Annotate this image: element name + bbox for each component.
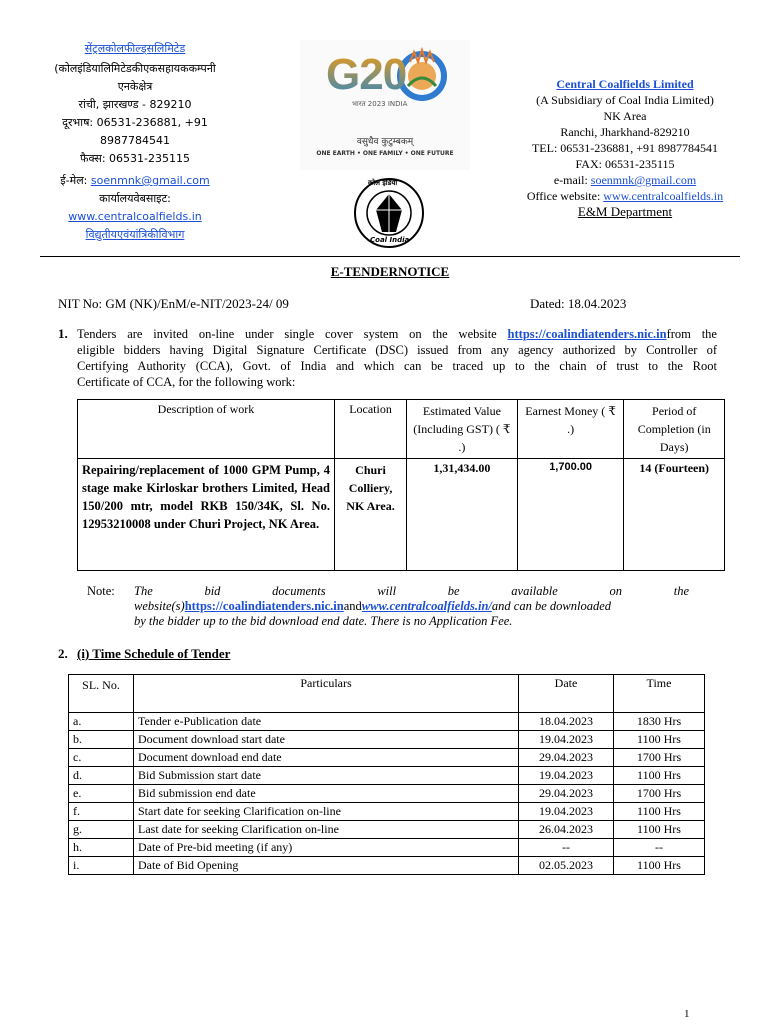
row-sl: d. — [69, 767, 134, 785]
row-time: 1100 Hrs — [614, 767, 705, 785]
fax-hindi: 06531-235115 — [109, 152, 190, 165]
row-sl: a. — [69, 713, 134, 731]
phone-label-hindi: दूरभाष: — [62, 116, 94, 129]
header-estimated-value: Estimated Value (Including GST) ( ₹ .) — [407, 400, 518, 459]
row-particular: Date of Bid Opening — [134, 857, 519, 875]
row-particular: Document download start date — [134, 731, 519, 749]
g20-motto-hindi: वसुधैव कुटुम्बकम् — [356, 137, 414, 147]
para1-text-after: from the — [666, 327, 717, 341]
work-description: Repairing/replacement of 1000 GPM Pump, 4 stage make Kirloskar brothers Limited, Head 150/200 mtr, model RKB 150/34K, Sl. No. 12953210008 under Churi Project, NK Area. — [78, 459, 335, 571]
row-time: 1100 Hrs — [614, 803, 705, 821]
row-sl: b. — [69, 731, 134, 749]
row-particular: Bid Submission start date — [134, 767, 519, 785]
cil-logo — [352, 176, 426, 250]
note-line1: The bid documents will be available on the — [134, 584, 689, 598]
header-period: Period of Completion (in Days) — [624, 400, 725, 459]
website-link[interactable]: www.centralcoalfields.in — [603, 189, 724, 203]
note-centralcoalfields-link[interactable]: www.centralcoalfields.in/ — [361, 599, 492, 613]
website-label: Office website: — [526, 189, 601, 203]
row-sl: f. — [69, 803, 134, 821]
para1-line3: Certifying Authority (CCA), Govt. of India and which can be traced up to the chain of trust to the Root — [77, 359, 717, 373]
website-hindi-link[interactable]: www.centralcoalfields.in — [68, 210, 202, 223]
row-time: 1700 Hrs — [614, 785, 705, 803]
note-coalindiatenders-link[interactable]: https://coalindiatenders.nic.in — [184, 599, 344, 613]
table-row — [69, 785, 705, 803]
website-label-hindi: कार्यालयवेबसाइट: — [99, 192, 171, 205]
note-text — [134, 584, 689, 629]
phone-hindi: 06531-236881, +91 — [96, 116, 208, 129]
para1-text: Tenders are invited on-line under single cover system on the website — [77, 327, 508, 341]
para1-line2: eligible bidders having Digital Signature Certificate (DSC) issued from any agency authorized by Controller of — [77, 343, 717, 357]
g20-text: G20 — [326, 50, 407, 99]
work-location: Churi Colliery, NK Area. — [334, 459, 406, 571]
cil-text-top: कोल इंडिया — [368, 179, 398, 187]
table-row — [69, 749, 705, 767]
row-time: 1700 Hrs — [614, 749, 705, 767]
row-time: 1830 Hrs — [614, 713, 705, 731]
schedule-header-sl: SL. No. — [69, 675, 134, 713]
address-hindi: रांची, झारखण्ड - 829210 — [78, 98, 192, 111]
para1 — [77, 326, 717, 390]
para1-line4: Certificate of CCA, for the following work: — [77, 375, 296, 389]
header-location: Location — [334, 400, 406, 459]
fax: FAX: 06531-235115 — [575, 157, 675, 171]
telephone: TEL: 06531-236881, +91 8987784541 — [531, 141, 719, 155]
row-date: 18.04.2023 — [519, 713, 614, 731]
work-earnest-money: 1,700.00 — [517, 459, 624, 571]
fax-label-hindi: फैक्स: — [79, 152, 106, 165]
email-hindi-link[interactable]: soenmnk@gmail.com — [90, 174, 210, 187]
row-sl: e. — [69, 785, 134, 803]
note-line3: by the bidder up to the bid download end date. There is no Application Fee. — [134, 614, 513, 628]
table-row — [69, 767, 705, 785]
row-date: 29.04.2023 — [519, 749, 614, 767]
table-row — [69, 713, 705, 731]
section2-title: (i) Time Schedule of Tender — [77, 646, 231, 661]
work-period: 14 (Fourteen) — [624, 459, 725, 571]
row-sl: h. — [69, 839, 134, 857]
row-particular: Start date for seeking Clarification on-line — [134, 803, 519, 821]
row-particular: Document download end date — [134, 749, 519, 767]
schedule-table — [68, 674, 705, 875]
email-label: e-mail: — [553, 173, 588, 187]
note-label: Note: — [87, 584, 115, 598]
header-divider — [40, 256, 740, 257]
header-earnest-money: Earnest Money ( ₹ .) — [517, 400, 624, 459]
schedule-header-particulars: Particulars — [134, 675, 519, 713]
department: E&M Department — [577, 204, 673, 219]
schedule-header-time: Time — [614, 675, 705, 713]
phone-hindi-2: 8987784541 — [100, 134, 170, 147]
row-particular: Tender e-Publication date — [134, 713, 519, 731]
page-number: 1 — [684, 1008, 690, 1020]
row-particular: Last date for seeking Clarification on-line — [134, 821, 519, 839]
work-table — [77, 399, 725, 571]
table-row — [69, 803, 705, 821]
org-name-hindi: सेंट्रलकोलफील्ड्सलिमिटेड — [84, 42, 186, 55]
row-particular: Date of Pre-bid meeting (if any) — [134, 839, 519, 857]
note-and: and — [343, 599, 362, 613]
row-date: 19.04.2023 — [519, 803, 614, 821]
subsidiary: (A Subsidiary of Coal India Limited) — [536, 93, 714, 107]
email-label-hindi: ई-मेल: — [60, 174, 88, 187]
g20-sub: भारत 2023 INDIA — [352, 100, 408, 108]
g20-motto-en: ONE EARTH • ONE FAMILY • ONE FUTURE — [316, 150, 454, 157]
note-website-prefix: website(s) — [134, 599, 185, 613]
header-left — [40, 40, 230, 244]
header-right — [505, 76, 745, 220]
table-row — [69, 821, 705, 839]
cil-text-bottom: Coal India — [370, 236, 410, 244]
org-name: Central Coalfields Limited — [556, 77, 694, 91]
row-particular: Bid submission end date — [134, 785, 519, 803]
para1-number: 1. — [58, 326, 68, 341]
coalindiatenders-link[interactable]: https://coalindiatenders.nic.in — [507, 327, 667, 341]
header-description: Description of work — [78, 400, 335, 459]
row-time: 1100 Hrs — [614, 857, 705, 875]
area: NK Area — [603, 109, 647, 123]
table-row — [69, 839, 705, 857]
area-hindi: एनकेक्षेत्र — [117, 80, 153, 93]
row-date: 29.04.2023 — [519, 785, 614, 803]
email-link[interactable]: soenmnk@gmail.com — [590, 173, 697, 187]
row-date: 26.04.2023 — [519, 821, 614, 839]
g20-logo — [300, 40, 470, 170]
subsidiary-hindi: (कोलइंडियालिमिटेडकीएकसहायककम्पनी — [54, 62, 216, 75]
row-sl: g. — [69, 821, 134, 839]
schedule-header-date: Date — [519, 675, 614, 713]
note-line2-suffix: and can be downloaded — [491, 599, 611, 613]
row-sl: i. — [69, 857, 134, 875]
row-time: 1100 Hrs — [614, 821, 705, 839]
row-date: -- — [519, 839, 614, 857]
section2-number: 2. — [58, 646, 68, 661]
row-date: 19.04.2023 — [519, 731, 614, 749]
department-hindi: विद्युतीयएवंयांत्रिकीविभाग — [85, 228, 185, 241]
nit-number: NIT No: GM (NK)/EnM/e-NIT/2023-24/ 09 — [58, 296, 289, 311]
row-time: 1100 Hrs — [614, 731, 705, 749]
row-sl: c. — [69, 749, 134, 767]
row-time: -- — [614, 839, 705, 857]
table-row — [69, 857, 705, 875]
table-row — [69, 731, 705, 749]
notice-date: Dated: 18.04.2023 — [530, 296, 627, 311]
row-date: 02.05.2023 — [519, 857, 614, 875]
address: Ranchi, Jharkhand-829210 — [560, 125, 690, 139]
work-estimated-value: 1,31,434.00 — [407, 459, 518, 571]
row-date: 19.04.2023 — [519, 767, 614, 785]
notice-title: E-TENDERNOTICE — [330, 264, 450, 279]
